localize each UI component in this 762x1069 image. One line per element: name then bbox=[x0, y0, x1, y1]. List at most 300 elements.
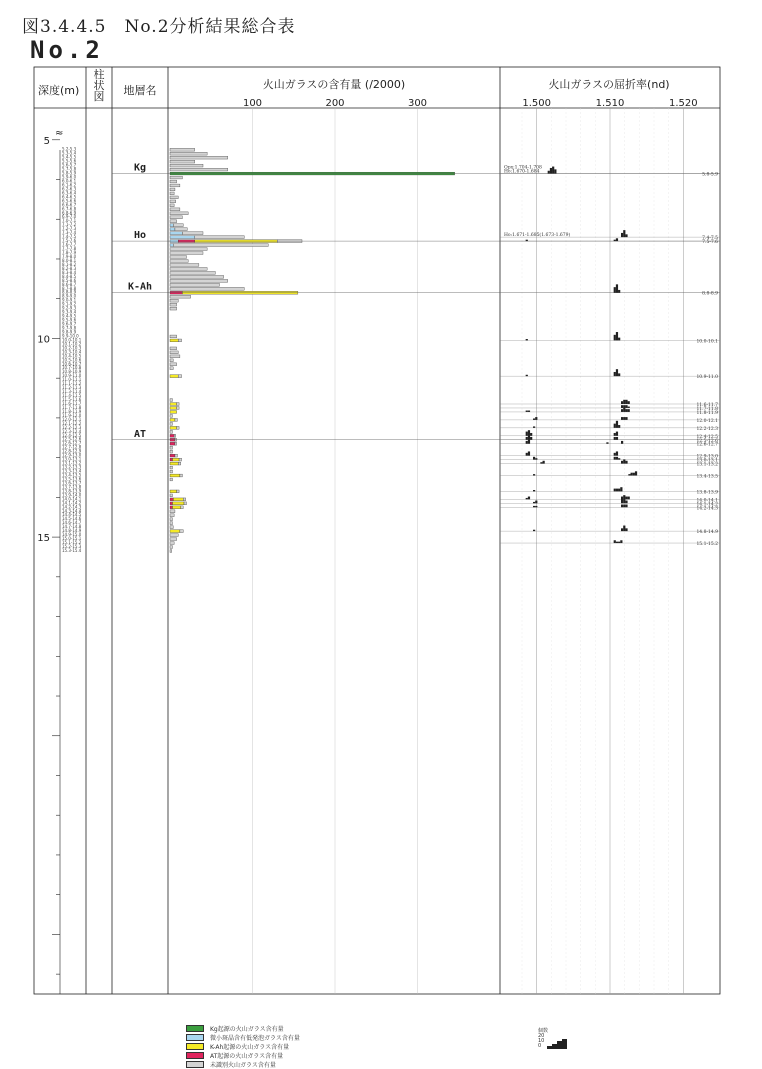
refraction-histogram-bar bbox=[631, 473, 633, 476]
bar-unk bbox=[170, 295, 191, 298]
layer-header: 地層名 bbox=[123, 84, 157, 97]
refraction-histogram-bar bbox=[535, 501, 537, 504]
sample-depth-label: 10.3-10.4 bbox=[62, 349, 82, 355]
sample-depth-label: 5.8-5.9 bbox=[62, 170, 77, 176]
legend-label: 微小斑晶含有低発泡ガラス含有量 bbox=[210, 1035, 300, 1042]
bar-fine bbox=[170, 244, 173, 247]
refraction-histogram-bar bbox=[616, 284, 618, 292]
sample-depth-label: 6.1-6.2 bbox=[62, 182, 77, 188]
bar-unk bbox=[170, 220, 177, 223]
sample-depth-label: 7.4-7.5 bbox=[62, 234, 77, 240]
sample-depth-label: 7.6-7.7 bbox=[62, 242, 77, 248]
sample-depth-label: 5.9-6.0 bbox=[62, 174, 77, 180]
refraction-histogram-bar bbox=[623, 526, 625, 532]
refraction-histogram-bar bbox=[533, 506, 535, 507]
refraction-histogram-bar bbox=[530, 433, 532, 436]
refraction-histogram-bar bbox=[528, 411, 530, 412]
bar-KAh bbox=[170, 462, 178, 465]
refraction-histogram-bar bbox=[533, 502, 535, 503]
bar-unk bbox=[170, 546, 172, 549]
sample-depth-label: 7.0-7.1 bbox=[62, 218, 77, 224]
sample-depth-label: 7.1-7.2 bbox=[62, 222, 77, 228]
bar-KAh bbox=[172, 506, 180, 509]
sample-depth-label: 6.4-6.5 bbox=[62, 194, 77, 200]
sample-depth-label: 10.5-10.6 bbox=[62, 357, 82, 363]
bar-KAh bbox=[170, 407, 177, 410]
refraction-histogram-bar bbox=[623, 499, 625, 503]
refraction-histogram-bar bbox=[625, 234, 627, 237]
bar-KAh bbox=[170, 474, 180, 477]
refraction-histogram-bar bbox=[621, 461, 623, 464]
refraction-histogram-bar bbox=[526, 453, 528, 456]
refraction-histogram-bar bbox=[628, 497, 630, 500]
sample-depth-label: 8.8-8.9 bbox=[62, 289, 77, 295]
refraction-histogram-bar bbox=[533, 418, 535, 419]
bar-unk bbox=[181, 506, 183, 509]
refraction-histogram-bar bbox=[616, 421, 618, 428]
refraction-histogram-bar bbox=[628, 474, 630, 475]
bar-KAh bbox=[170, 490, 177, 493]
refraction-histogram-bar bbox=[528, 451, 530, 455]
bar-unk bbox=[180, 530, 183, 533]
refraction-histogram-bar bbox=[625, 409, 627, 412]
bar-unk bbox=[170, 252, 203, 255]
sample-depth-label: 12.5-12.6 bbox=[62, 436, 82, 442]
refraction-histogram-bar bbox=[548, 171, 550, 174]
sample-depth-label: 6.3-6.4 bbox=[62, 190, 77, 196]
bar-unk bbox=[170, 450, 172, 453]
bar-unk bbox=[170, 478, 172, 481]
bar-unk bbox=[170, 518, 172, 521]
sample-depth-label: 13.5-13.6 bbox=[62, 476, 82, 482]
refraction-histogram-bar bbox=[528, 440, 530, 444]
refraction-sample-label: 7.4-7.5 bbox=[702, 236, 718, 242]
refraction-sample-label: 12.9-13.0 bbox=[696, 454, 718, 460]
sample-depth-label: 11.1-11.2 bbox=[62, 381, 82, 387]
bar-unk bbox=[170, 196, 178, 199]
bar-KAh bbox=[172, 502, 184, 505]
refraction-histogram-bar bbox=[623, 495, 625, 499]
sample-depth-label: 11.7-11.8 bbox=[62, 404, 82, 410]
bar-unk bbox=[170, 367, 173, 370]
bar-unk bbox=[170, 168, 228, 171]
refraction-histogram-bar bbox=[526, 432, 528, 436]
sample-depth-label: 7.5-7.6 bbox=[62, 238, 77, 244]
refraction-histogram-bar bbox=[625, 417, 627, 420]
sample-depth-label: 13.8-13.9 bbox=[62, 488, 82, 494]
bar-AT bbox=[170, 454, 175, 457]
sample-depth-label: 13.9-14.0 bbox=[62, 492, 82, 498]
bar-unk bbox=[170, 180, 177, 183]
bar-unk bbox=[170, 248, 207, 251]
legend-label: 未識別火山ガラス含有量 bbox=[210, 1062, 276, 1069]
refraction-histogram-bar bbox=[616, 437, 618, 440]
sample-depth-label: 12.1-12.2 bbox=[62, 420, 82, 426]
refraction-histogram-bar bbox=[526, 240, 528, 241]
refraction-histogram-bar bbox=[614, 335, 616, 341]
refraction-histogram-bar bbox=[616, 369, 618, 376]
refraction-histogram-bar bbox=[614, 437, 616, 440]
layer-name: Kg bbox=[133, 162, 147, 174]
sample-depth-label: 15.0-15.1 bbox=[62, 536, 82, 542]
content-header: 火山ガラスの含有量 (/2000) bbox=[262, 78, 406, 91]
refraction-sample-label: 13.8-13.9 bbox=[696, 490, 718, 496]
sample-depth-label: 13.2-13.3 bbox=[62, 464, 82, 470]
bar-unk bbox=[184, 502, 186, 505]
refraction-histogram-bar bbox=[535, 417, 537, 420]
bar-unk bbox=[178, 375, 181, 378]
bar-KAh bbox=[170, 426, 177, 429]
refraction-tick-label: 1.510 bbox=[595, 98, 625, 109]
bar-AT bbox=[170, 442, 175, 445]
refraction-histogram-bar bbox=[614, 372, 616, 376]
refraction-header: 火山ガラスの屈折率(nd) bbox=[548, 78, 670, 91]
refraction-histogram-bar bbox=[623, 459, 625, 463]
legend-swatch bbox=[186, 1034, 204, 1041]
column-header-char: 図 bbox=[93, 90, 105, 103]
refraction-histogram-bar bbox=[526, 498, 528, 499]
refraction-sample-label: 13.0-13.1 bbox=[696, 458, 718, 464]
bar-unk bbox=[170, 335, 177, 338]
content-tick-label: 100 bbox=[242, 98, 263, 109]
refraction-histogram-bar bbox=[614, 457, 616, 460]
refraction-histogram-bar bbox=[620, 487, 622, 491]
refraction-histogram-bar bbox=[621, 499, 623, 503]
bar-unk bbox=[173, 224, 183, 227]
bar-unk bbox=[195, 236, 245, 239]
bar-KAh bbox=[170, 530, 180, 533]
sample-depth-label: 15.1-15.2 bbox=[62, 540, 82, 546]
refraction-histogram-bar bbox=[628, 401, 630, 404]
depth-tick-label: 15 bbox=[37, 533, 50, 545]
sample-depth-label: 5.6-5.7 bbox=[62, 162, 77, 168]
bar-unk bbox=[170, 256, 187, 259]
bar-unk bbox=[170, 538, 177, 541]
sample-depth-label: 8.1-8.2 bbox=[62, 261, 77, 267]
bar-unk bbox=[179, 458, 181, 461]
refraction-histogram-bar bbox=[621, 497, 623, 500]
refraction-histogram-bar bbox=[618, 338, 620, 341]
sample-depth-label: 15.3-15.4 bbox=[62, 547, 82, 553]
refraction-histogram-bar bbox=[623, 408, 625, 412]
refraction-tick-label: 1.500 bbox=[522, 98, 551, 109]
sample-depth-label: 11.3-11.4 bbox=[62, 389, 82, 395]
refraction-histogram-bar bbox=[623, 400, 625, 404]
sample-depth-label: 10.1-10.2 bbox=[62, 341, 82, 347]
sample-depth-label: 12.6-12.7 bbox=[62, 440, 82, 446]
refraction-histogram-bar bbox=[526, 437, 528, 440]
refraction-histogram-bar bbox=[625, 405, 627, 408]
refraction-sample-label: 11.8-11.9 bbox=[696, 410, 718, 416]
sample-depth-label: 7.7-7.8 bbox=[62, 246, 77, 252]
bar-unk bbox=[170, 268, 207, 271]
layer-name: AT bbox=[133, 428, 147, 440]
bar-unk bbox=[170, 184, 180, 187]
refraction-histogram-bar bbox=[616, 432, 618, 436]
refraction-sample-label: 15.1-15.2 bbox=[696, 542, 718, 548]
sample-depth-label: 11.9-12.0 bbox=[62, 412, 82, 418]
refraction-histogram-bar bbox=[614, 489, 616, 492]
refraction-histogram-bar bbox=[623, 417, 625, 420]
refraction-annotation: Ho:1.670-1.684 bbox=[504, 169, 540, 175]
sample-depth-label: 7.8-7.9 bbox=[62, 250, 77, 256]
refraction-sample-label: 14.0-14.1 bbox=[696, 498, 718, 504]
refraction-histogram-bar bbox=[633, 473, 635, 476]
sample-depth-label: 6.6-6.7 bbox=[62, 202, 77, 208]
depth-axis-break: ≈ bbox=[55, 128, 64, 139]
bar-unk bbox=[170, 422, 172, 425]
sample-depth-label: 11.6-11.7 bbox=[62, 400, 82, 406]
refraction-histogram-bar bbox=[614, 240, 616, 241]
sample-depth-label: 10.9-11.0 bbox=[62, 373, 82, 379]
bar-unk bbox=[170, 470, 172, 473]
refraction-histogram-bar bbox=[528, 430, 530, 436]
refraction-histogram-bar bbox=[628, 407, 630, 408]
bar-unk bbox=[173, 244, 268, 247]
bar-unk bbox=[170, 299, 178, 302]
sample-depth-label: 13.1-13.2 bbox=[62, 460, 82, 466]
refraction-histogram-bar bbox=[618, 542, 620, 543]
bar-unk bbox=[178, 339, 181, 342]
bar-unk bbox=[170, 260, 188, 263]
sample-depth-label: 7.2-7.3 bbox=[62, 226, 77, 232]
sample-depth-label: 10.8-10.9 bbox=[62, 369, 82, 375]
sample-depth-label: 10.4-10.5 bbox=[62, 353, 82, 359]
bar-unk bbox=[170, 275, 224, 278]
bar-unk bbox=[170, 351, 178, 354]
refraction-histogram-bar bbox=[621, 417, 623, 420]
scale-key-label: 10 bbox=[538, 1038, 545, 1044]
refraction-histogram-bar bbox=[550, 168, 552, 174]
bar-unk bbox=[170, 188, 175, 191]
sample-depth-label: 9.1-9.2 bbox=[62, 301, 77, 307]
refraction-histogram-bar bbox=[623, 504, 625, 507]
site-title: No.2 bbox=[30, 36, 104, 64]
refraction-histogram-bar bbox=[543, 461, 545, 464]
sample-depth-label: 10.6-10.7 bbox=[62, 361, 82, 367]
sample-depth-label: 15.2-15.3 bbox=[62, 544, 82, 550]
sample-depth-label: 9.4-9.5 bbox=[62, 313, 77, 319]
refraction-sample-label: 14.1-14.2 bbox=[696, 502, 718, 508]
sample-depth-label: 14.0-14.1 bbox=[62, 496, 82, 502]
sample-depth-label: 13.7-13.8 bbox=[62, 484, 82, 490]
refraction-histogram-bar bbox=[618, 373, 620, 376]
refraction-histogram-bar bbox=[625, 501, 627, 504]
bar-unk bbox=[170, 264, 199, 267]
refraction-sample-label: 13.1-13.2 bbox=[696, 462, 718, 468]
bar-KAh bbox=[173, 498, 183, 501]
bar-unk bbox=[170, 526, 173, 529]
refraction-histogram-bar bbox=[621, 405, 623, 408]
sample-depth-label: 11.4-11.5 bbox=[62, 393, 82, 399]
refraction-histogram-bar bbox=[621, 504, 623, 507]
sample-depth-label: 10.2-10.3 bbox=[62, 345, 82, 351]
refraction-histogram-bar bbox=[554, 169, 556, 173]
layer-name: Ho bbox=[133, 230, 147, 242]
bar-KAh bbox=[170, 403, 177, 406]
legend-label: K-Ah起源の火山ガラス含有量 bbox=[210, 1044, 290, 1051]
refraction-histogram-bar bbox=[528, 436, 530, 440]
sample-depth-label: 14.1-14.2 bbox=[62, 500, 82, 506]
sample-depth-label: 8.0-8.1 bbox=[62, 257, 77, 263]
refraction-sample-label: 10.9-11.0 bbox=[696, 375, 718, 381]
refraction-histogram-bar bbox=[620, 540, 622, 543]
refraction-histogram-bar bbox=[614, 453, 616, 456]
bar-unk bbox=[170, 466, 172, 469]
bar-unk bbox=[170, 347, 177, 350]
sample-depth-label: 12.8-12.9 bbox=[62, 448, 82, 454]
refraction-histogram-bar bbox=[526, 441, 528, 444]
bar-unk bbox=[170, 192, 174, 195]
refraction-histogram-bar bbox=[616, 457, 618, 460]
refraction-histogram-bar bbox=[635, 471, 637, 475]
sample-depth-label: 6.7-6.8 bbox=[62, 206, 77, 212]
bar-unk bbox=[170, 522, 172, 525]
refraction-histogram-bar bbox=[625, 400, 627, 404]
refraction-histogram-bar bbox=[533, 490, 535, 491]
bar-unk bbox=[170, 148, 195, 151]
legend-swatch bbox=[186, 1052, 204, 1059]
refraction-histogram-bar bbox=[526, 375, 528, 376]
sample-depth-label: 12.7-12.8 bbox=[62, 444, 82, 450]
sample-depth-label: 8.7-8.8 bbox=[62, 285, 77, 291]
scale-key bbox=[538, 1027, 567, 1049]
sample-depth-label: 13.6-13.7 bbox=[62, 480, 82, 486]
sample-depth-label: 12.2-12.3 bbox=[62, 424, 82, 430]
sample-depth-label: 9.6-9.7 bbox=[62, 321, 77, 327]
legend-item bbox=[186, 1060, 300, 1069]
sample-depth-label: 9.0-9.1 bbox=[62, 297, 77, 303]
scale-key-bar bbox=[562, 1039, 567, 1049]
depth-tick-label: 10 bbox=[37, 334, 50, 346]
sample-depth-label: 10.0-10.1 bbox=[62, 337, 82, 343]
refraction-histogram-bar bbox=[628, 409, 630, 412]
sample-depth-label: 14.5-14.6 bbox=[62, 516, 82, 522]
refraction-histogram-bar bbox=[614, 433, 616, 436]
legend-item bbox=[186, 1051, 300, 1060]
refraction-sample-label: 5.8-5.9 bbox=[702, 172, 718, 178]
sample-depth-label: 13.3-13.4 bbox=[62, 468, 82, 474]
bar-unk bbox=[177, 490, 179, 493]
refraction-histogram-bar bbox=[621, 441, 623, 444]
bar-unk bbox=[170, 415, 172, 418]
sample-depth-label: 9.9-10.0 bbox=[62, 333, 79, 339]
refraction-histogram-bar bbox=[528, 497, 530, 500]
bar-KAh bbox=[170, 411, 177, 414]
refraction-histogram-bar bbox=[614, 424, 616, 428]
bar-unk bbox=[170, 430, 172, 433]
bar-unk bbox=[170, 216, 182, 219]
bar-unk bbox=[175, 419, 177, 422]
sample-depth-label: 6.5-6.6 bbox=[62, 198, 77, 204]
refraction-histogram-bar bbox=[526, 339, 528, 340]
refraction-sample-label: 8.8-8.9 bbox=[702, 291, 718, 297]
sample-depth-label: 6.9-7.0 bbox=[62, 214, 77, 220]
bar-unk bbox=[170, 363, 177, 366]
bar-KAh bbox=[170, 375, 178, 378]
legend-label: Kg起源の火山ガラス含有量 bbox=[210, 1026, 284, 1033]
refraction-annotation: Ho:1.671-1.685(1.673-1.679) bbox=[504, 233, 571, 239]
sample-depth-label: 5.5-5.6 bbox=[62, 158, 77, 164]
sample-depth-label: 6.2-6.3 bbox=[62, 186, 77, 192]
sample-depth-label: 14.3-14.4 bbox=[62, 508, 82, 514]
bar-unk bbox=[170, 359, 173, 362]
bar-unk bbox=[170, 152, 207, 155]
bar-unk bbox=[182, 232, 203, 235]
sample-depth-label: 13.0-13.1 bbox=[62, 456, 82, 462]
legend-swatch bbox=[186, 1061, 204, 1068]
sample-depth-label: 6.8-6.9 bbox=[62, 210, 77, 216]
sample-depth-label: 11.0-11.1 bbox=[62, 377, 82, 383]
refraction-sample-label: 12.4-12.5 bbox=[696, 434, 718, 440]
bar-unk bbox=[170, 283, 220, 286]
refraction-histogram-bar bbox=[616, 332, 618, 340]
bar-unk bbox=[170, 550, 172, 553]
content-tick-label: 300 bbox=[407, 98, 428, 109]
bar-unk bbox=[170, 446, 172, 449]
refraction-histogram-bar bbox=[618, 458, 620, 459]
bar-unk bbox=[175, 228, 187, 231]
legend-label: AT起源の火山ガラス含有量 bbox=[210, 1053, 284, 1060]
bar-unk bbox=[170, 208, 180, 211]
bar-unk bbox=[177, 407, 179, 410]
bar-unk bbox=[170, 399, 172, 402]
sample-depth-label: 9.5-9.6 bbox=[62, 317, 77, 323]
bar-unk bbox=[183, 498, 185, 501]
refraction-histogram-bar bbox=[618, 489, 620, 492]
refraction-sample-label: 12.6-12.7 bbox=[696, 442, 718, 448]
refraction-sample-label: 14.2-14.3 bbox=[696, 506, 718, 512]
sample-depth-label: 11.8-11.9 bbox=[62, 408, 82, 414]
refraction-histogram-bar bbox=[533, 474, 535, 475]
refraction-sample-label: 14.8-14.9 bbox=[696, 530, 718, 536]
bar-unk bbox=[170, 271, 215, 274]
figure-title: 図3.4.4.5 No.2分析結果総合表 bbox=[22, 17, 296, 37]
bar-fine bbox=[170, 228, 175, 231]
refraction-histogram-bar bbox=[623, 230, 625, 237]
sample-depth-label: 14.7-14.8 bbox=[62, 524, 82, 530]
sample-depth-label: 11.2-11.3 bbox=[62, 385, 82, 391]
frame bbox=[34, 67, 720, 994]
refraction-histogram-bar bbox=[606, 442, 608, 443]
sample-depth-label: 8.9-9.0 bbox=[62, 293, 77, 299]
bar-unk bbox=[170, 307, 177, 310]
sample-depth-label: 14.6-14.7 bbox=[62, 520, 82, 526]
refraction-histogram-bar bbox=[625, 504, 627, 507]
bar-unk bbox=[175, 442, 177, 445]
bar-unk bbox=[170, 494, 172, 497]
bar-fine bbox=[170, 224, 173, 227]
sample-depth-label: 14.2-14.3 bbox=[62, 504, 82, 510]
depth-header: 深度(m) bbox=[38, 84, 80, 97]
bar-unk bbox=[170, 542, 174, 545]
sample-depth-label: 9.7-9.8 bbox=[62, 325, 77, 331]
sample-depth-label: 5.4-5.5 bbox=[62, 154, 77, 160]
refraction-sample-label: 13.4-13.5 bbox=[696, 474, 718, 480]
refraction-histogram-bar bbox=[618, 290, 620, 293]
sample-depth-label: 10.7-10.8 bbox=[62, 365, 82, 371]
bar-AT bbox=[170, 506, 172, 509]
refraction-histogram-bar bbox=[616, 542, 618, 543]
bar-AT bbox=[170, 458, 172, 461]
refraction-sample-label: 10.0-10.1 bbox=[696, 339, 718, 345]
refraction-histogram-bar bbox=[533, 457, 535, 460]
sample-depth-label: 12.3-12.4 bbox=[62, 428, 82, 434]
bar-unk bbox=[170, 279, 228, 282]
sample-depth-label: 12.4-12.5 bbox=[62, 432, 82, 438]
refraction-histogram-bar bbox=[621, 401, 623, 404]
bar-AT bbox=[170, 502, 172, 505]
